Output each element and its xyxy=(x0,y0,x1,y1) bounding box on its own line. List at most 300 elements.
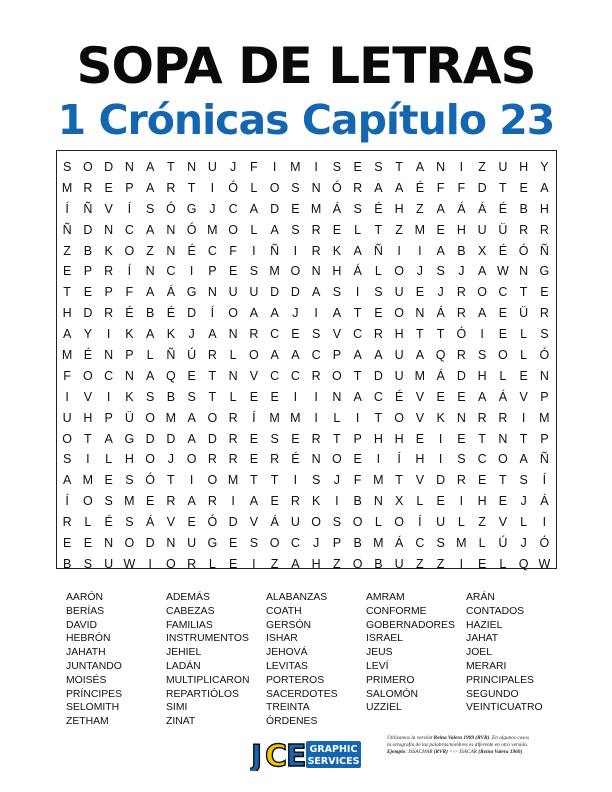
grid-letter: A xyxy=(145,327,155,342)
grid-letter: H xyxy=(394,201,405,216)
grid-letter: W xyxy=(123,556,136,571)
grid-letter: I xyxy=(293,389,298,404)
word-list-item: JAHAT xyxy=(466,633,499,645)
grid-letter: S xyxy=(353,201,363,216)
grid-letter: Á xyxy=(145,515,155,530)
grid-letter: S xyxy=(104,494,114,509)
grid-letter: Z xyxy=(436,556,445,571)
grid-letter: N xyxy=(228,368,239,383)
page-title: SOPA DE LETRAS xyxy=(76,37,536,95)
grid-letter: T xyxy=(374,222,383,237)
grid-letter: A xyxy=(311,285,321,300)
grid-letter: A xyxy=(353,243,363,258)
grid-letter: L xyxy=(105,452,113,467)
grid-letter: V xyxy=(498,515,508,530)
grid-letter: U xyxy=(394,556,405,571)
grid-letter: I xyxy=(293,243,298,258)
grid-letter: D xyxy=(145,431,156,446)
grid-letter: A xyxy=(145,160,155,174)
word-list-item: ZETHAM xyxy=(66,716,109,728)
grid-letter: M xyxy=(456,536,468,551)
word-list-item: PORTEROS xyxy=(266,674,325,686)
grid-letter: M xyxy=(414,368,426,383)
grid-letter: E xyxy=(436,389,446,404)
grid-row xyxy=(57,366,555,387)
grid-letter: U xyxy=(290,515,301,530)
grid-letter: Á xyxy=(332,201,342,216)
grid-letter: R xyxy=(270,452,280,467)
grid-letter: N xyxy=(519,264,529,279)
grid-letter: E xyxy=(104,473,114,488)
grid-letter: E xyxy=(83,536,93,551)
grid-letter: A xyxy=(104,431,114,446)
grid-letter: Z xyxy=(478,515,487,530)
grid-letter: G xyxy=(124,431,135,446)
letter-grid xyxy=(57,157,555,575)
grid-letter: D xyxy=(373,368,384,383)
grid-letter: D xyxy=(166,431,176,446)
grid-letter: F xyxy=(436,180,445,195)
grid-letter: B xyxy=(62,556,72,571)
grid-letter: G xyxy=(186,285,197,300)
grid-letter: Á xyxy=(353,264,363,279)
grid-letter: R xyxy=(353,180,363,195)
grid-letter: M xyxy=(373,473,385,488)
grid-letter: L xyxy=(457,515,466,530)
grid-letter: E xyxy=(332,222,342,237)
grid-letter: T xyxy=(519,431,528,446)
grid-letter: O xyxy=(477,285,488,300)
grid-letter: Ñ xyxy=(166,348,176,363)
grid-letter: Í xyxy=(397,452,402,467)
grid-letter: J xyxy=(167,452,175,467)
grid-letter: Ó xyxy=(186,222,197,237)
word-list-item: DAVID xyxy=(66,619,97,631)
word-list-item: CONFORME xyxy=(366,605,427,617)
grid-letter: T xyxy=(395,160,404,174)
grid-letter: E xyxy=(540,285,550,300)
grid-letter: P xyxy=(104,410,114,425)
grid-letter: T xyxy=(374,410,383,425)
grid-letter: E xyxy=(228,536,238,551)
grid-letter: U xyxy=(62,410,73,425)
grid-letter: É xyxy=(291,452,301,467)
grid-letter: Á xyxy=(166,285,176,300)
word-list-item: MERARI xyxy=(466,660,507,672)
grid-letter: Ü xyxy=(498,222,508,237)
grid-row xyxy=(57,554,555,575)
word-list-item: COATH xyxy=(266,605,302,617)
grid-letter: P xyxy=(540,431,550,446)
grid-letter: I xyxy=(355,410,360,425)
grid-letter: E xyxy=(249,452,259,467)
grid-letter: F xyxy=(250,160,259,174)
grid-letter: R xyxy=(207,452,218,467)
grid-letter: M xyxy=(310,201,322,216)
grid-letter: O xyxy=(332,452,343,467)
grid-letter: N xyxy=(456,410,467,425)
grid-letter: Ñ xyxy=(270,243,280,258)
grid-letter: C xyxy=(124,222,135,237)
grid-letter: A xyxy=(436,243,446,258)
grid-letter: M xyxy=(82,473,94,488)
grid-letter: H xyxy=(83,410,93,425)
grid-letter: M xyxy=(269,410,281,425)
grid-letter: J xyxy=(230,160,237,174)
grid-letter: L xyxy=(520,348,528,363)
grid-letter: O xyxy=(394,515,405,530)
grid-letter: I xyxy=(252,556,257,571)
grid-letter: G xyxy=(539,264,550,279)
grid-letter: K xyxy=(125,389,135,404)
grid-letter: T xyxy=(270,473,279,488)
grid-letter: E xyxy=(436,222,446,237)
grid-letter: Á xyxy=(540,494,550,509)
grid-letter: V xyxy=(415,389,425,404)
grid-letter: E xyxy=(228,264,238,279)
version-note: Utilizamos la versión Reina Valera 1909 (RVR). En algunos casos la ortografía de las palabras/nombres es diferente en otra versión. Ejemplo: ISSACHAR (RVR) <-> ISACAR (Reina Valera 1960) xyxy=(387,735,530,755)
grid-letter: J xyxy=(292,306,299,321)
grid-letter: E xyxy=(291,431,301,446)
word-list-item: LEVITAS xyxy=(266,660,308,672)
grid-letter: T xyxy=(167,473,176,488)
grid-letter: O xyxy=(186,452,197,467)
grid-letter: D xyxy=(270,201,280,216)
grid-letter: A xyxy=(145,285,155,300)
grid-letter: E xyxy=(104,180,114,195)
grid-letter: Á xyxy=(270,515,280,530)
grid-letter: D xyxy=(456,368,467,383)
word-list-item: ADEMÁS xyxy=(166,592,210,603)
grid-letter: I xyxy=(459,160,464,174)
grid-letter: C xyxy=(228,201,239,216)
grid-letter: O xyxy=(269,536,280,551)
grid-letter: A xyxy=(270,348,280,363)
grid-letter: R xyxy=(249,327,259,342)
grid-letter: S xyxy=(270,431,280,446)
grid-letter: N xyxy=(124,160,135,174)
word-list-item: VEINTICUATRO xyxy=(466,702,543,714)
grid-letter: D xyxy=(83,222,93,237)
word-list-item: HAZIEL xyxy=(466,619,503,631)
grid-letter: C xyxy=(415,536,425,551)
grid-row xyxy=(57,533,555,554)
grid-letter: R xyxy=(456,348,467,363)
grid-letter: N xyxy=(311,180,322,195)
grid-letter: O xyxy=(124,243,135,258)
grid-letter: S xyxy=(332,515,342,530)
grid-letter: H xyxy=(394,327,405,342)
grid-letter: P xyxy=(125,180,135,195)
grid-letter: X xyxy=(477,243,487,258)
grid-letter: N xyxy=(498,431,508,446)
grid-letter: O xyxy=(145,452,156,467)
grid-letter: T xyxy=(208,389,217,404)
grid-letter: T xyxy=(353,368,362,383)
grid-letter: Í xyxy=(65,201,70,216)
grid-letter: E xyxy=(270,389,280,404)
grid-letter: Ü xyxy=(519,306,529,321)
grid-letter: L xyxy=(84,515,92,530)
grid-letter: L xyxy=(374,264,383,279)
word-list-item: PRÍNCIPES xyxy=(66,688,123,700)
grid-letter: I xyxy=(355,285,360,300)
grid-letter: I xyxy=(189,264,194,279)
grid-letter: Y xyxy=(540,160,550,174)
grid-letter: D xyxy=(104,160,114,174)
grid-letter: F xyxy=(63,368,72,383)
grid-row xyxy=(57,241,555,262)
grid-letter: K xyxy=(166,327,176,342)
grid-row xyxy=(57,199,555,220)
grid-letter: O xyxy=(394,410,405,425)
grid-letter: A xyxy=(145,368,155,383)
grid-letter: I xyxy=(314,160,319,174)
grid-letter: E xyxy=(457,389,467,404)
grid-letter: I xyxy=(542,515,547,530)
grid-letter: L xyxy=(354,222,362,237)
word-list-item: HEBRÓN xyxy=(66,633,111,645)
grid-letter: F xyxy=(353,473,362,488)
grid-letter: D xyxy=(228,515,239,530)
grid-letter: E xyxy=(477,473,487,488)
grid-row xyxy=(57,261,555,282)
grid-letter: N xyxy=(311,452,322,467)
grid-letter: D xyxy=(187,306,197,321)
grid-letter: N xyxy=(436,160,446,174)
grid-letter: L xyxy=(146,348,155,363)
grid-letter: L xyxy=(250,180,258,195)
word-list-item: JUNTANDO xyxy=(66,660,122,672)
grid-letter: N xyxy=(373,494,384,509)
grid-letter: R xyxy=(311,368,322,383)
grid-letter: A xyxy=(353,389,363,404)
grid-letter: D xyxy=(290,285,301,300)
grid-letter: M xyxy=(539,410,551,425)
grid-letter: R xyxy=(187,556,197,571)
grid-letter: P xyxy=(540,389,550,404)
grid-letter: A xyxy=(415,160,425,174)
grid-letter: L xyxy=(250,222,258,237)
grid-letter: I xyxy=(480,327,485,342)
grid-letter: Ñ xyxy=(539,243,550,258)
grid-letter: S xyxy=(249,264,259,279)
grid-letter: U xyxy=(477,222,488,237)
grid-letter: J xyxy=(520,494,528,509)
grid-letter: C xyxy=(270,327,280,342)
grid-letter: C xyxy=(373,389,384,404)
grid-letter: H xyxy=(477,368,488,383)
page-subtitle: 1 Crónicas Capítulo 23 xyxy=(57,96,555,144)
word-list-item: PRIMERO xyxy=(366,674,415,686)
grid-letter: É xyxy=(83,348,93,363)
logo-letter-j: J xyxy=(251,739,263,771)
grid-letter: O xyxy=(352,515,363,530)
grid-letter: Ñ xyxy=(373,243,384,258)
grid-letter: É xyxy=(125,306,135,321)
grid-letter: Ó xyxy=(518,243,529,258)
grid-letter: Q xyxy=(166,368,177,383)
grid-letter: U xyxy=(436,515,446,530)
grid-letter: Z xyxy=(478,160,487,174)
grid-letter: Z xyxy=(416,201,425,216)
word-list-item: MOISÉS xyxy=(66,674,107,686)
grid-letter: É xyxy=(394,389,404,404)
word-list xyxy=(66,591,566,729)
grid-row xyxy=(57,303,555,324)
grid-letter: R xyxy=(373,327,384,342)
grid-letter: S xyxy=(374,160,384,174)
grid-letter: A xyxy=(62,473,72,488)
grid-letter: S xyxy=(291,222,301,237)
word-list-item: SACERDOTES xyxy=(266,688,338,700)
grid-letter: O xyxy=(332,368,343,383)
grid-letter: N xyxy=(187,160,197,174)
grid-letter: E xyxy=(353,452,363,467)
word-list-item: BERÍAS xyxy=(66,605,105,617)
grid-letter: E xyxy=(498,494,508,509)
grid-letter: U xyxy=(394,285,405,300)
grid-letter: M xyxy=(124,494,136,509)
grid-letter: R xyxy=(166,180,176,195)
word-list-item: ALABANZAS xyxy=(266,592,328,603)
grid-letter: I xyxy=(210,180,215,195)
grid-letter: O xyxy=(83,494,94,509)
grid-letter: C xyxy=(311,348,322,363)
grid-letter: R xyxy=(456,306,467,321)
word-list-item: MULTIPLICARON xyxy=(166,674,250,686)
grid-letter: E xyxy=(249,389,259,404)
grid-letter: G xyxy=(186,201,197,216)
word-list-item: JOEL xyxy=(466,647,492,659)
grid-letter: C xyxy=(498,285,508,300)
word-list-item: UZZIEL xyxy=(366,702,402,714)
grid-letter: C xyxy=(290,368,301,383)
grid-letter: U xyxy=(394,368,405,383)
grid-letter: E xyxy=(374,306,384,321)
word-list-item: JAHATH xyxy=(66,647,106,659)
grid-letter: E xyxy=(270,494,280,509)
grid-letter: S xyxy=(311,327,321,342)
grid-letter: Í xyxy=(252,410,257,425)
grid-letter: I xyxy=(189,473,194,488)
word-list-item: SALOMÓN xyxy=(366,688,418,700)
grid-letter: Ü xyxy=(124,410,135,425)
logo-letter-e: E xyxy=(286,739,307,771)
grid-letter: I xyxy=(438,431,443,446)
grid-letter: E xyxy=(436,494,446,509)
grid-letter: N xyxy=(104,348,114,363)
grid-letter: R xyxy=(477,410,488,425)
grid-letter: R xyxy=(539,306,550,321)
grid-letter: I xyxy=(438,452,443,467)
grid-letter: S xyxy=(519,473,529,488)
word-list-item: INSTRUMENTOS xyxy=(166,633,249,645)
grid-letter: V xyxy=(249,515,259,530)
grid-letter: Z xyxy=(416,556,425,571)
grid-letter: K xyxy=(125,327,135,342)
grid-letter: P xyxy=(83,264,93,279)
grid-letter: Í xyxy=(127,201,132,216)
grid-letter: R xyxy=(456,285,467,300)
grid-letter: E xyxy=(62,264,72,279)
grid-letter: T xyxy=(416,327,425,342)
grid-letter: L xyxy=(478,536,487,551)
grid-letter: S xyxy=(436,264,446,279)
grid-letter: B xyxy=(374,556,384,571)
grid-letter: Ó xyxy=(166,201,177,216)
grid-letter: L xyxy=(499,556,507,571)
grid-letter: E xyxy=(291,327,301,342)
grid-letter: H xyxy=(62,306,73,321)
grid-letter: N xyxy=(415,306,425,321)
grid-letter: O xyxy=(352,556,363,571)
grid-letter: R xyxy=(311,431,322,446)
grid-letter: Ñ xyxy=(62,222,73,237)
grid-letter: E xyxy=(187,515,197,530)
grid-letter: F xyxy=(229,243,238,258)
grid-letter: I xyxy=(314,410,319,425)
word-list-item: LADÁN xyxy=(166,660,201,672)
grid-letter: A xyxy=(477,389,487,404)
grid-letter: O xyxy=(394,264,405,279)
grid-letter: E xyxy=(145,494,155,509)
grid-letter: A xyxy=(249,306,259,321)
grid-letter: A xyxy=(291,348,301,363)
grid-letter: O xyxy=(62,431,73,446)
grid-letter: Z xyxy=(333,556,342,571)
grid-letter: N xyxy=(539,368,550,383)
word-list-item: AMRAM xyxy=(366,592,405,603)
word-list-item: TREINTA xyxy=(266,702,310,714)
grid-letter: Á xyxy=(477,201,487,216)
grid-letter: T xyxy=(519,285,528,300)
grid-letter: E xyxy=(498,306,508,321)
grid-letter: E xyxy=(187,368,197,383)
grid-letter: W xyxy=(538,556,551,571)
grid-row xyxy=(57,178,555,199)
word-list-item: CABEZAS xyxy=(166,605,215,617)
grid-letter: S xyxy=(83,556,93,571)
grid-row xyxy=(57,387,555,408)
grid-letter: E xyxy=(249,431,259,446)
grid-letter: I xyxy=(418,243,423,258)
grid-letter: L xyxy=(229,348,238,363)
grid-letter: Ú xyxy=(498,536,508,551)
grid-letter: E xyxy=(457,431,467,446)
grid-letter: O xyxy=(498,452,509,467)
grid-letter: S xyxy=(145,389,155,404)
grid-letter: S xyxy=(62,160,72,174)
grid-letter: R xyxy=(228,452,239,467)
grid-letter: É xyxy=(187,243,197,258)
grid-letter: T xyxy=(250,473,259,488)
grid-letter: N xyxy=(104,222,114,237)
grid-letter: Á xyxy=(436,306,446,321)
grid-letter: Q xyxy=(435,348,446,363)
word-list-item: LEVÍ xyxy=(366,660,389,672)
grid-letter: Í xyxy=(65,494,70,509)
grid-letter: M xyxy=(61,180,73,195)
grid-letter: O xyxy=(269,180,280,195)
grid-letter: R xyxy=(311,243,322,258)
grid-letter: O xyxy=(249,348,260,363)
grid-letter: I xyxy=(335,494,340,509)
word-search-grid xyxy=(56,150,557,569)
grid-letter: Á xyxy=(498,389,508,404)
word-list-item: GOBERNADORES xyxy=(366,619,455,631)
grid-row xyxy=(57,157,555,178)
